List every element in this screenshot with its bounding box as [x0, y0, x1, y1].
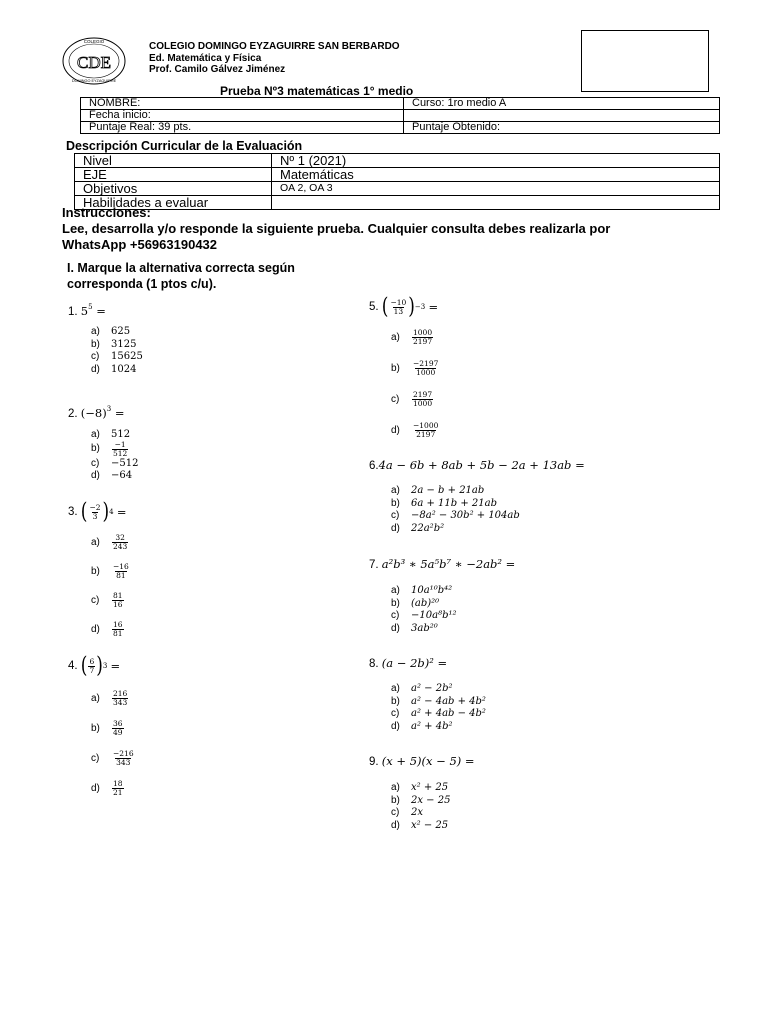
question-9-options: [391, 782, 450, 832]
option-a[interactable]: a) $\frac{216}{343}$: [91, 688, 128, 707]
option-d[interactable]: d) a² + 4b²: [391, 720, 453, 732]
instructions-heading: Instrucciones:: [62, 205, 151, 220]
question-1-options: [91, 326, 143, 376]
logo-bottom-text: DOMINGO EYZAGUIRRE: [71, 79, 117, 83]
department: Ed. Matemática y Física: [149, 52, 262, 64]
option-b[interactable]: b) (ab)²⁰: [391, 597, 440, 609]
question-3-options: [91, 533, 131, 638]
question-number: 9.: [369, 756, 379, 768]
curriculum-value-objectives: OA 2, OA 3: [272, 182, 720, 196]
expression: 4a − 6b + 8ab + 5b − 2a + 13ab =: [378, 458, 585, 472]
fraction: $\frac{-2}{3}$: [89, 502, 101, 521]
fraction: $\frac{-10}{13}$: [390, 297, 407, 316]
grade-box: [581, 30, 709, 92]
instructions: [62, 205, 622, 253]
option-a[interactable]: a) x² + 25: [391, 782, 449, 793]
question-6-options: [391, 485, 520, 535]
option-a[interactable]: a) 512: [91, 429, 131, 440]
expression: a²b³ ∗ 5a⁵b⁷ ∗ −2ab² =: [381, 557, 516, 571]
option-c[interactable]: c) 15625: [91, 351, 143, 362]
option-d[interactable]: d) $\frac{16}{81}$: [91, 619, 123, 638]
option-d[interactable]: d) 1024: [91, 363, 137, 375]
option-b[interactable]: b) $\frac{-16}{81}$: [91, 561, 129, 580]
curriculum-label-skills: Habilidades a evaluar: [75, 196, 272, 210]
option-b[interactable]: b) 3125: [91, 338, 137, 350]
question-number: 3.: [68, 506, 78, 518]
base: (−8): [80, 406, 107, 420]
question-4-options: [91, 689, 136, 797]
option-d[interactable]: d) $\frac{-1000}{2197}$: [391, 420, 439, 439]
question-2: [68, 406, 125, 420]
question-8-options: [391, 683, 486, 733]
curriculum-label-objectives: Objetivos: [75, 182, 272, 196]
question-8: [369, 656, 447, 670]
question-7-options: [391, 585, 457, 635]
option-b[interactable]: b) a² − 4ab + 4b²: [391, 695, 486, 707]
start-date-cell: Fecha inicio:: [81, 110, 404, 122]
question-number: 7.: [369, 559, 379, 571]
option-d[interactable]: d) $\frac{18}{21}$: [91, 778, 123, 797]
obtained-score-cell: Puntaje Obtenido:: [404, 122, 720, 134]
base: 5: [80, 304, 89, 318]
fraction: $\frac{6}{7}$: [89, 656, 95, 675]
school-name: COLEGIO DOMINGO EYZAGUIRRE SAN BERBARDO: [149, 41, 400, 52]
question-9: [369, 754, 475, 768]
option-a[interactable]: a) a² − 2b²: [391, 683, 453, 694]
equals: =: [110, 659, 121, 673]
question-number: 2.: [68, 408, 78, 420]
option-b[interactable]: b) $\frac{36}{49}$: [91, 718, 123, 737]
option-a[interactable]: a) 2a − b + 21ab: [391, 485, 485, 496]
question-7: [369, 557, 515, 571]
logo-initials: CDE: [77, 53, 111, 72]
question-1: [68, 304, 106, 318]
question-5: 5. ( $\frac{-10}{13}$ ) −3 =: [369, 294, 439, 320]
curriculum-table: [74, 153, 720, 210]
course-cell: Curso: 1ro medio A: [404, 98, 720, 110]
equals: =: [428, 300, 439, 314]
logo-top-text: COLEGIO: [83, 39, 105, 44]
question-4: 4. ( $\frac{6}{7}$ ) 3 =: [68, 653, 121, 679]
question-2-options: [91, 429, 138, 483]
option-b[interactable]: b) $\frac{-2197}{1000}$: [391, 358, 439, 377]
option-a[interactable]: a) 625: [91, 326, 131, 337]
option-c[interactable]: c) 2x: [391, 807, 424, 818]
curriculum-heading: Descripción Curricular de la Evaluación: [66, 139, 303, 153]
teacher-name: Prof. Camilo Gálvez Jiménez: [149, 64, 286, 75]
question-number: 5.: [369, 301, 379, 313]
start-date-value-cell: [404, 110, 720, 122]
question-number: 6.: [369, 460, 379, 472]
option-c[interactable]: c) $\frac{81}{16}$: [91, 590, 123, 609]
option-a[interactable]: a) $\frac{32}{243}$: [91, 532, 128, 551]
curriculum-label-eje: EJE: [75, 168, 272, 182]
option-c[interactable]: c) $\frac{-216}{343}$: [91, 748, 134, 767]
option-a[interactable]: a) $\frac{1000}{2197}$: [391, 327, 433, 346]
equals: =: [116, 505, 127, 519]
name-cell: NOMBRE:: [81, 98, 404, 110]
question-number: 8.: [369, 658, 379, 670]
school-logo: [62, 36, 126, 86]
question-3: 3. ( $\frac{-2}{3}$ ) 4 =: [68, 499, 127, 525]
equals: =: [96, 304, 106, 318]
question-6: [369, 458, 585, 472]
student-info-table: [80, 97, 720, 134]
option-c[interactable]: c) a² + 4ab − 4b²: [391, 708, 486, 719]
school-header: [149, 41, 400, 76]
instructions-text: Lee, desarrolla y/o responde la siguiente prueba. Cualquier consulta debes realizarla por WhatsApp +56963190432: [62, 221, 611, 252]
question-5-options: [391, 328, 440, 439]
option-b[interactable]: b) $\frac{-1}{512}$: [91, 440, 128, 458]
option-c[interactable]: c) $\frac{2197}{1000}$: [391, 389, 433, 408]
real-score-cell: Puntaje Real: 39 pts.: [81, 122, 404, 134]
section-title: I. Marque la alternativa correcta según corresponda (1 ptos c/u).: [67, 261, 295, 291]
option-b[interactable]: b) 2x − 25: [391, 794, 451, 806]
option-d[interactable]: d) x² − 25: [391, 819, 449, 831]
option-c[interactable]: c) −8a² − 30b² + 104ab: [391, 510, 520, 521]
expression: (x + 5)(x − 5) =: [381, 754, 475, 768]
question-number: 1.: [68, 306, 78, 318]
option-d[interactable]: d) −64: [91, 470, 133, 481]
option-c[interactable]: c) −10a⁸b¹²: [391, 610, 457, 621]
expression: (a − 2b)² =: [381, 656, 448, 670]
question-number: 4.: [68, 660, 78, 672]
curriculum-value-level: Nº 1 (2021): [272, 154, 720, 168]
equals: =: [114, 406, 125, 420]
option-d[interactable]: d) 22a²b²: [391, 522, 445, 534]
option-c[interactable]: c) −512: [91, 457, 139, 469]
exponent: 5: [88, 303, 93, 311]
option-b[interactable]: b) 6a + 11b + 21ab: [391, 497, 498, 509]
curriculum-value-eje: Matemáticas: [272, 168, 720, 182]
exponent: 3: [106, 405, 112, 413]
option-a[interactable]: a) 10a¹⁰b⁴²: [391, 585, 453, 596]
option-d[interactable]: d) 3ab²⁰: [391, 622, 438, 634]
page-title: Prueba Nº3 matemáticas 1° medio: [220, 84, 414, 98]
curriculum-label-level: Nivel: [75, 154, 272, 168]
fraction: $\frac{-1}{512}$: [113, 440, 128, 458]
